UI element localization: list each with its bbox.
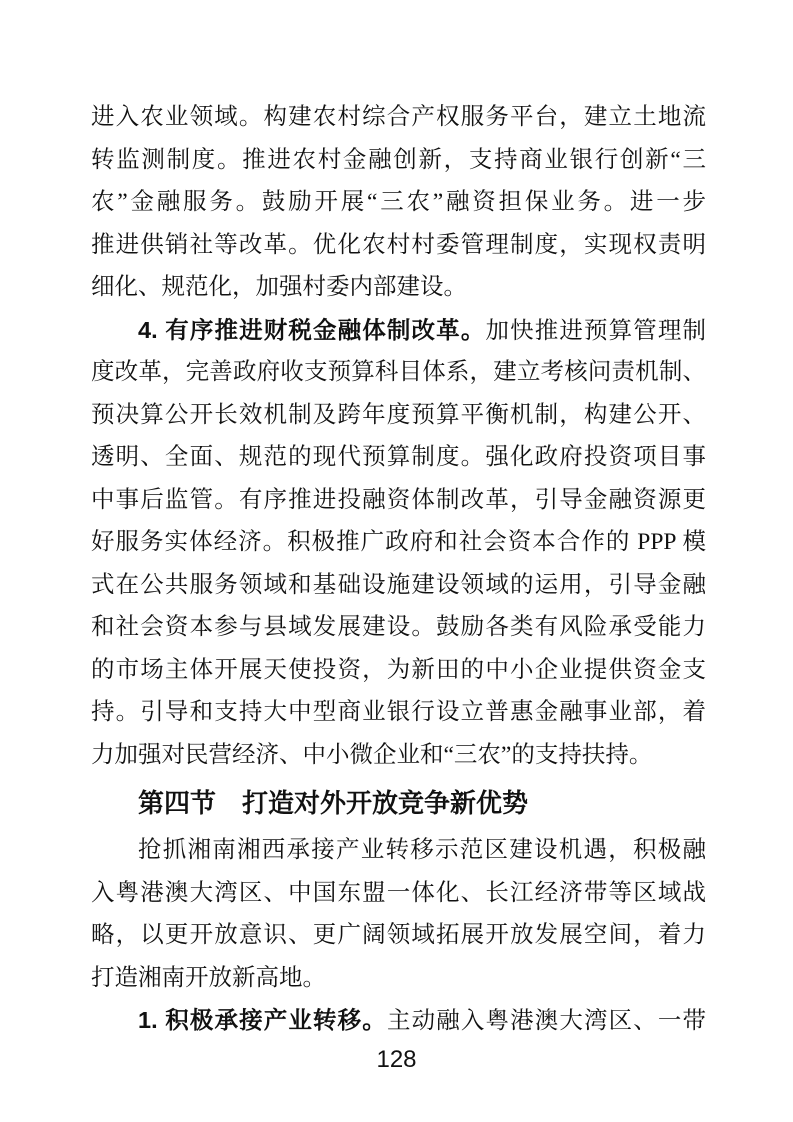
body-line: 转监测制度。推进农村金融创新，支持商业银行创新“三 (91, 146, 706, 173)
body-line: 式在公共服务领域和基础设施建设领域的运用，引导金融 (91, 571, 706, 598)
section-heading: 第四节 打造对外开放竞争新优势 (138, 788, 529, 818)
body-line: 入粤港澳大湾区、中国东盟一体化、长江经济带等区域战 (91, 879, 706, 906)
body-line: 的市场主体开展天使投资，为新田的中小企业提供资金支 (91, 656, 706, 683)
body-line: 略，以更开放意识、更广阔领域拓展开放发展空间，着力 (91, 922, 706, 948)
body-line: 农”金融服务。鼓励开展“三农”融资担保业务。进一步 (91, 189, 706, 215)
paragraph-numbered-1 (91, 999, 706, 1042)
body-line: 中事后监管。有序推进投融资体制改革，引导金融资源更 (91, 486, 706, 513)
body-line: 力加强对民营经济、中小微企业和“三农”的支持扶持。 (91, 741, 653, 768)
body-line: 持。引导和支持大中型商业银行设立普惠金融事业部，着 (91, 699, 706, 725)
body-line (91, 999, 706, 1042)
lead-line-rest: 主动融入粤港澳大湾区、一带 (386, 1008, 706, 1034)
body-line: 预决算公开长效机制及跨年度预算平衡机制，构建公开、 (91, 401, 706, 428)
body-line: 和社会资本参与县域发展建设。鼓励各类有风险承受能力 (91, 614, 706, 640)
body-line: 透明、全面、规范的现代预算制度。强化政府投资项目事 (91, 444, 706, 470)
body-line (91, 309, 706, 352)
paragraph-body (91, 829, 706, 999)
body-line: 度改革，完善政府收支预算科目体系，建立考核问责机制、 (91, 359, 706, 385)
body-line: 好服务实体经济。积极推广政府和社会资本合作的 PPP 模 (91, 529, 706, 555)
page-number: 128 (376, 1046, 417, 1073)
body-line: 进入农业领域。构建农村综合产权服务平台，建立土地流 (91, 104, 706, 130)
text-block (91, 96, 706, 1042)
paragraph-numbered-4 (91, 309, 706, 777)
lead-line-rest: 加快推进预算管理制 (485, 317, 706, 344)
numbered-item-lead: 1. 积极承接产业转移。 (138, 1007, 387, 1033)
numbered-item-lead: 4. 有序推进财税金融体制改革。 (138, 316, 486, 343)
body-line: 推进供销社等改革。优化农村村委管理制度，实现权责明 (91, 231, 706, 258)
body-line: 细化、规范化，加强村委内部建设。 (91, 274, 467, 300)
body-line: 打造湘南开放新高地。 (91, 964, 326, 991)
paragraph-continuation (91, 96, 706, 309)
body-line: 抢抓湘南湘西承接产业转移示范区建设机遇，积极融 (138, 837, 706, 863)
